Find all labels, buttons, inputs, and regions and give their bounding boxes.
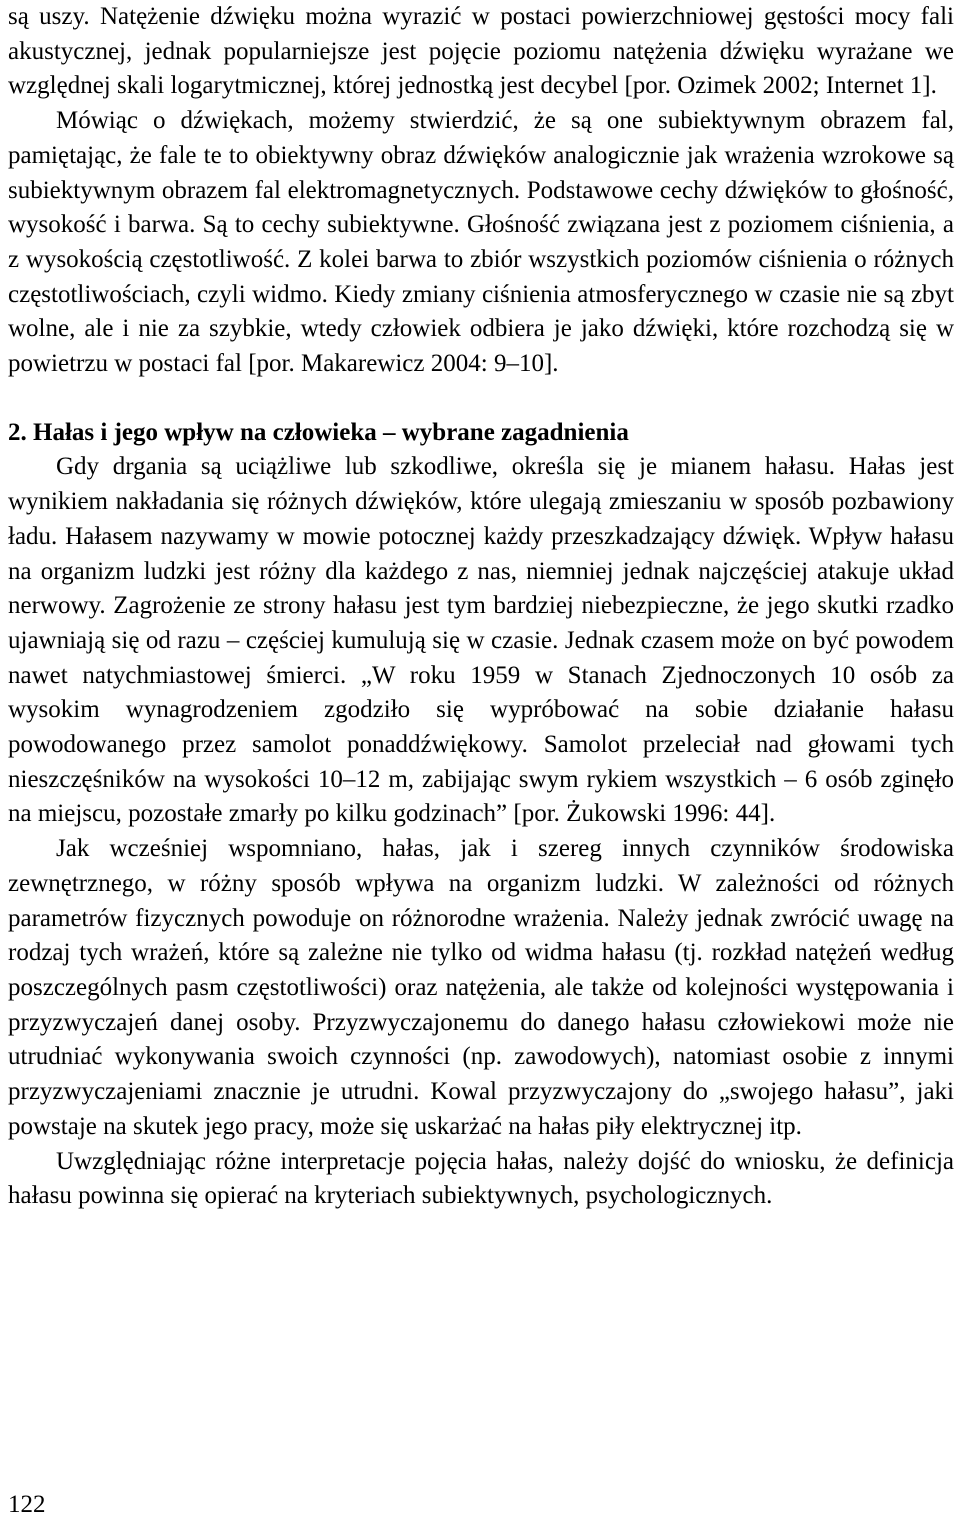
section-paragraph-3: Uwzględniając różne interpretacje pojęcia hałas, należy dojść do wniosku, że definicja hałasu powinna się opierać na kryteriach subiektywnych, psychologicznych. (8, 1147, 954, 1210)
section-heading: 2. Hałas i jego wpływ na człowieka – wybrane zagadnienia (8, 418, 629, 446)
document-page (8, 0, 954, 1214)
intro-paragraph-1: są uszy. Natężenie dźwięku można wyrazić w postaci powierzchniowej gęstości mocy fali akustycznej, jednak popularniejsze jest pojęcie poziomu natężenia dźwięku wyrażane we względnej skali logarytmicznej, której jednostką jest decybel [por. Ozimek 2002; Internet 1]. (8, 3, 954, 100)
section-paragraph-1: Gdy drgania są uciążliwe lub szkodliwe, określa się je mianem hałasu. Hałas jest wynikiem nakładania się różnych dźwięków, które ulegają zmieszaniu w sposób pozbawiony ładu. Hałasem nazywamy w mowie potocznej każdy przeszkadzający dźwięk. Wpływ hałasu na organizm ludzki jest różny dla każdego z nas, niemniej jednak najczęściej atakuje układ nerwowy. Zagrożenie ze strony hałasu jest tym bardziej niebezpieczne, że jego skutki rzadko ujawniają się od razu – częściej kumulują się w czasie. Jednak czasem może on być powodem nawet natychmiastowej śmierci. „W roku 1959 w Stanach Zjednoczonych 10 osób za wysokim wynagrodzeniem zgodziło się wypróbować na sobie działanie hałasu powodowanego przez samolot ponaddźwiękowy. Samolot przeleciał nad głowami tych nieszczęśników na wysokości 10–12 m, zabijając swym rykiem wszystkich – 6 osób zginęło na miejscu, pozostałe zmarły po kilku godzinach” [por. Żukowski 1996: 44]. (8, 453, 954, 828)
page-number: 122 (8, 1491, 46, 1518)
section-paragraph-2: Jak wcześniej wspomniano, hałas, jak i szereg innych czynników środowiska zewnętrznego, w różny sposób wpływa na organizm ludzki. W zależności od różnych parametrów fizycznych powoduje on różnorodne wrażenia. Należy jednak zwrócić uwagę na rodzaj tych wrażeń, które są zależne nie tylko od widma hałasu (tj. rozkład natężeń według poszczególnych pasm częstotliwości) oraz natężenia, ale także od kolejności występowania i przyzwyczajeń danej osoby. Przyzwyczajonemu do danego hałasu człowiekowi może nie utrudniać wykonywania swoich czynności (np. zawodowych), natomiast osobie z innymi przyzwyczajeniami znacznie je utrudni. Kowal przyzwyczajony do „swojego hałasu”, jaki powstaje na skutek jego pracy, może się uskarżać na hałas piły elektrycznej itp. (8, 835, 954, 1140)
intro-paragraph-2: Mówiąc o dźwiękach, możemy stwierdzić, że są one subiektywnym obrazem fal, pamiętając, że fale te to obiektywny obraz dźwięków analogicznie jak wrażenia wzrokowe są subiektywnym obrazem fal elektromagnetycznych. Podstawowe cechy dźwięków to głośność, wysokość i barwa. Są to cechy subiektywne. Głośność związana jest z poziomem ciśnienia, a z wysokością częstotliwość. Z kolei barwa to zbiór wszystkich poziomów ciśnienia o różnych częstotliwościach, czyli widmo. Kiedy zmiany ciśnienia atmosferycznego w czasie nie są zbyt wolne, ale i nie za szybkie, wtedy człowiek odbiera je jako dźwięki, które rozchodzą się w powietrzu w postaci fal [por. Makarewicz 2004: 9–10]. (8, 107, 954, 378)
